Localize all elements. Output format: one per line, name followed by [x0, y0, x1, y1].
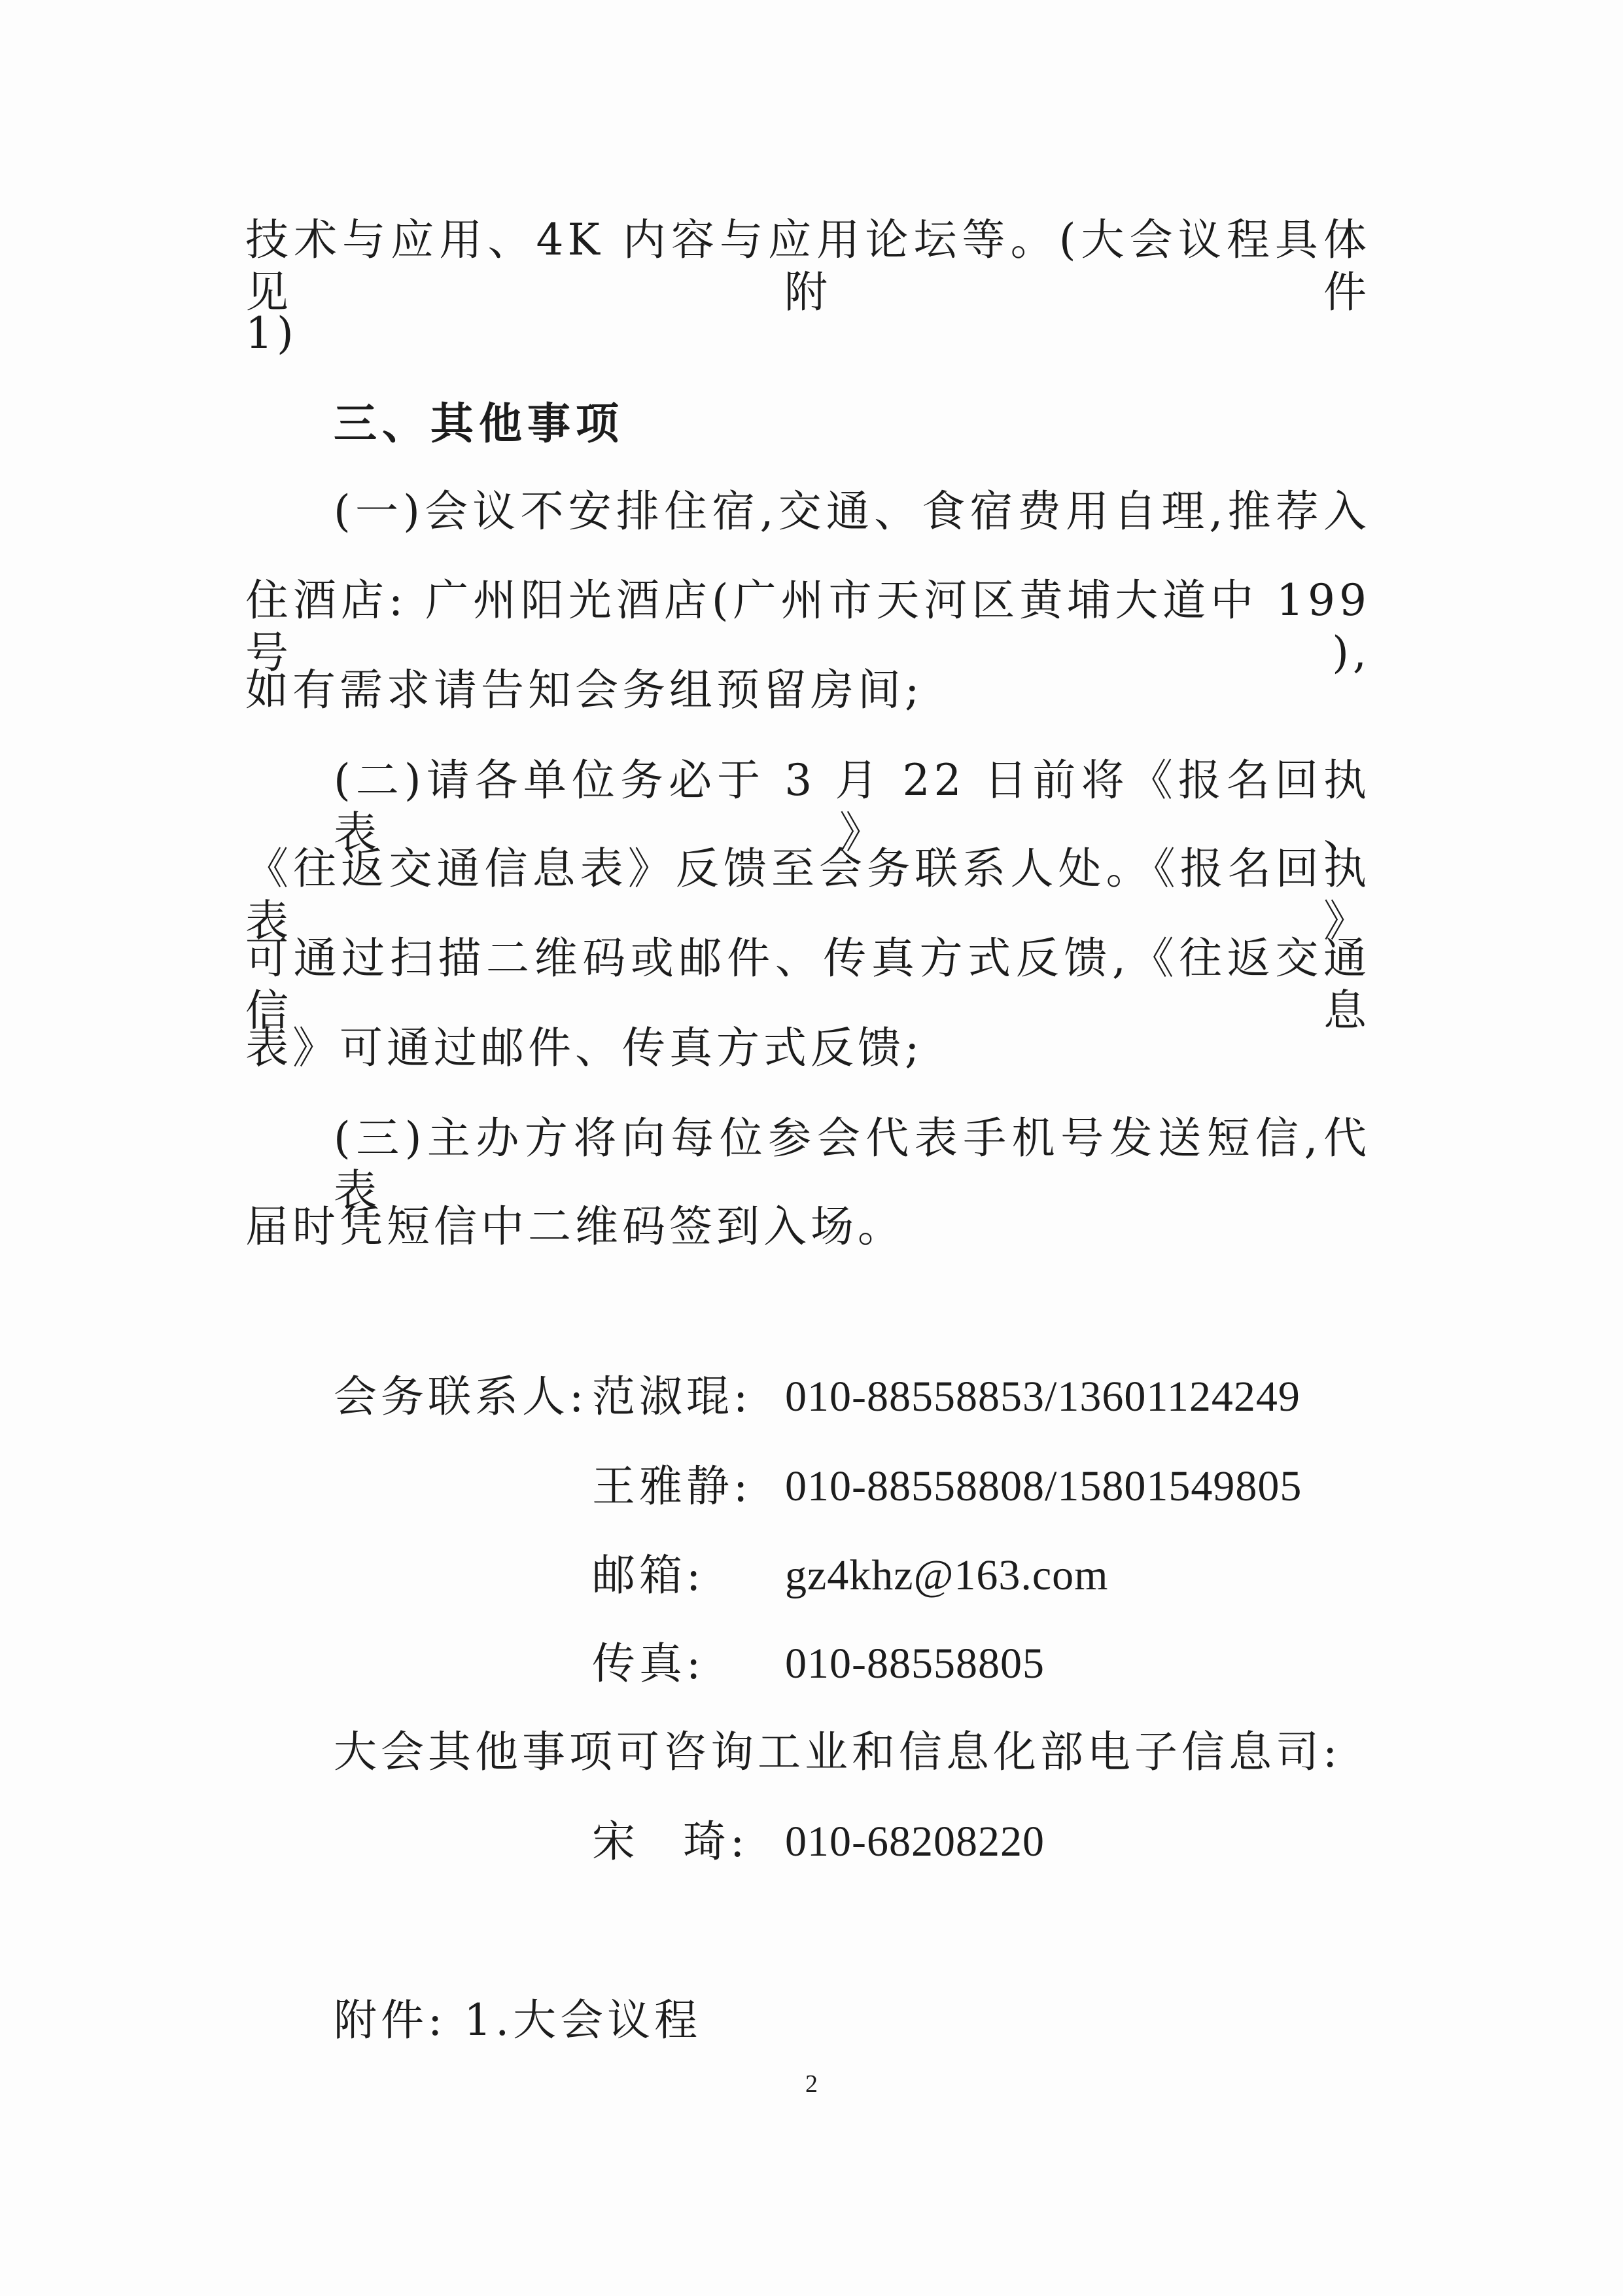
contact-name: 宋 琦:	[592, 1816, 749, 1867]
attachment-line: 附件: 1.大会议程	[334, 1995, 702, 2045]
contact-name: 范淑琨:	[592, 1371, 752, 1422]
item-1-line-2: 住酒店: 广州阳光酒店(广州市天河区黄埔大道中 199 号),	[245, 575, 1370, 678]
section-heading: 三、其他事项	[334, 398, 624, 449]
paragraph-line-2: 1)	[245, 308, 298, 359]
item-3-line-1: (三)主办方将向每位参会代表手机号发送短信,代表	[334, 1113, 1370, 1216]
email-label: 邮箱:	[592, 1550, 705, 1600]
contact-phone: 010-68208220	[785, 1818, 1045, 1865]
other-inquiry-text: 大会其他事项可咨询工业和信息化部电子信息司:	[334, 1727, 1342, 1777]
contact-phone: 010-88558853/13601124249	[785, 1373, 1300, 1421]
item-1-line-3: 如有需求请告知会务组预留房间;	[245, 665, 924, 715]
item-2-line-2: 《往返交通信息表》反馈至会务联系人处。《报名回执表》	[245, 843, 1370, 946]
item-2-line-1: (二)请各单位务必于 3 月 22 日前将《报名回执表》、	[334, 755, 1370, 858]
fax-label: 传真:	[592, 1638, 705, 1689]
item-2-line-4: 表》可通过邮件、传真方式反馈;	[245, 1023, 924, 1073]
email-address: gz4khz@163.com	[785, 1551, 1109, 1599]
item-2-line-3: 可通过扫描二维码或邮件、传真方式反馈,《往返交通信息	[245, 933, 1370, 1036]
item-3-line-2: 届时凭短信中二维码签到入场。	[245, 1201, 905, 1252]
paragraph-line-1: 技术与应用、4K 内容与应用论坛等。(大会议程具体见附件	[245, 215, 1370, 317]
fax-number: 010-88558805	[785, 1640, 1045, 1687]
contact-name: 王雅静:	[592, 1461, 752, 1511]
page-number: 2	[805, 2070, 818, 2098]
contact-label: 会务联系人:	[334, 1371, 588, 1422]
contact-phone: 010-88558808/15801549805	[785, 1462, 1302, 1510]
item-1-line-1: (一)会议不安排住宿,交通、食宿费用自理,推荐入	[334, 486, 1370, 537]
